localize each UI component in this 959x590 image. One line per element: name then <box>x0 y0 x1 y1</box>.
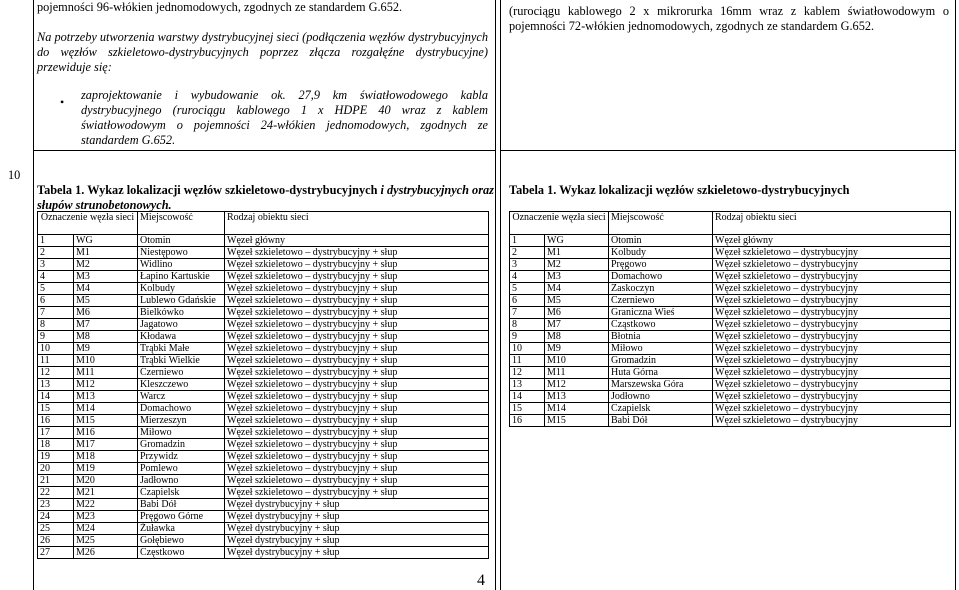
row-number: 3 <box>38 259 74 271</box>
frame-line-right <box>955 0 956 590</box>
table-row <box>38 523 489 535</box>
node-id: M4 <box>74 283 138 295</box>
row-number: 14 <box>510 391 545 403</box>
row-number: 5 <box>510 283 545 295</box>
header-object-type: Rodzaj obiektu sieci <box>713 212 951 235</box>
table-row <box>510 367 951 379</box>
locality: Miłowo <box>609 343 713 355</box>
object-type: Węzeł szkieletowo – dystrybucyjny + słup <box>225 283 489 295</box>
locality: Kłodawa <box>138 331 225 343</box>
row-number: 19 <box>38 451 74 463</box>
table-row <box>510 415 951 427</box>
locality: Trąbki Wielkie <box>138 355 225 367</box>
table-row <box>510 403 951 415</box>
table-row <box>510 343 951 355</box>
left-top-line: pojemności 96-włókien jednomodowych, zgodnych ze standardem G.652. <box>37 0 403 14</box>
locality: Czapielsk <box>138 487 225 499</box>
object-type: Węzeł szkieletowo – dystrybucyjny + słup <box>225 367 489 379</box>
object-type: Węzeł szkieletowo – dystrybucyjny + słup <box>225 355 489 367</box>
frame-line-center-right <box>500 0 501 590</box>
node-id: M8 <box>545 331 609 343</box>
node-id: M16 <box>74 427 138 439</box>
left-table-caption-bold: Tabela 1. Wykaz lokalizacji węzłów szkieletowo-dystrybucyjnych <box>37 183 381 197</box>
node-id: M19 <box>74 463 138 475</box>
table-row <box>510 259 951 271</box>
right-locations-table <box>509 211 951 427</box>
object-type: Węzeł dystrybucyjny + słup <box>225 511 489 523</box>
node-id: M12 <box>74 379 138 391</box>
object-type: Węzeł dystrybucyjny + słup <box>225 523 489 535</box>
locality: Domachowo <box>609 271 713 283</box>
table-row <box>38 451 489 463</box>
header-locality: Miejscowość <box>138 212 225 235</box>
row-number: 23 <box>38 499 74 511</box>
table-row <box>510 307 951 319</box>
row-number: 7 <box>510 307 545 319</box>
node-id: M20 <box>74 475 138 487</box>
locality: Jodłowno <box>609 391 713 403</box>
row-number: 11 <box>38 355 74 367</box>
row-number: 1 <box>510 235 545 247</box>
row-number: 8 <box>510 319 545 331</box>
locality: Babi Dół <box>138 499 225 511</box>
locality: Gołębiewo <box>138 535 225 547</box>
object-type: Węzeł szkieletowo – dystrybucyjny + słup <box>225 295 489 307</box>
locality: Częstkowo <box>138 547 225 559</box>
row-number: 26 <box>38 535 74 547</box>
row-number: 15 <box>510 403 545 415</box>
locality: Kolbudy <box>609 247 713 259</box>
object-type: Węzeł szkieletowo – dystrybucyjny + słup <box>225 247 489 259</box>
locality: Huta Górna <box>609 367 713 379</box>
row-number: 9 <box>38 331 74 343</box>
object-type: Węzeł szkieletowo – dystrybucyjny <box>713 295 951 307</box>
table-row <box>38 511 489 523</box>
table-row <box>510 295 951 307</box>
table-row <box>510 235 951 247</box>
table-row <box>510 331 951 343</box>
table-row <box>38 307 489 319</box>
object-type: Węzeł główny <box>225 235 489 247</box>
locality: Pręgowo <box>609 259 713 271</box>
object-type: Węzeł szkieletowo – dystrybucyjny <box>713 247 951 259</box>
row-number: 25 <box>38 523 74 535</box>
row-number: 6 <box>38 295 74 307</box>
node-id: M4 <box>545 283 609 295</box>
row-number: 16 <box>38 415 74 427</box>
locality: Pręgowo Górne <box>138 511 225 523</box>
table-row <box>38 547 489 559</box>
row-number: 8 <box>38 319 74 331</box>
locality: Domachowo <box>138 403 225 415</box>
object-type: Węzeł dystrybucyjny + słup <box>225 535 489 547</box>
object-type: Węzeł szkieletowo – dystrybucyjny <box>713 319 951 331</box>
node-id: M7 <box>74 319 138 331</box>
object-type: Węzeł szkieletowo – dystrybucyjny + słup <box>225 475 489 487</box>
row-number: 22 <box>38 487 74 499</box>
locality: Gromadzin <box>138 439 225 451</box>
locality: Otomin <box>138 235 225 247</box>
locality: Cząstkowo <box>609 319 713 331</box>
node-id: WG <box>74 235 138 247</box>
table-row <box>38 379 489 391</box>
node-id: M18 <box>74 451 138 463</box>
header-locality: Miejscowość <box>609 212 713 235</box>
table-row <box>510 247 951 259</box>
object-type: Węzeł szkieletowo – dystrybucyjny <box>713 379 951 391</box>
table-row <box>38 475 489 487</box>
right-table-body <box>510 212 951 427</box>
page-number: 4 <box>477 572 485 589</box>
node-id: M12 <box>545 379 609 391</box>
node-id: M3 <box>545 271 609 283</box>
node-id: M25 <box>74 535 138 547</box>
node-id: M6 <box>74 307 138 319</box>
table-row <box>38 331 489 343</box>
row-number: 11 <box>510 355 545 367</box>
table-row <box>38 499 489 511</box>
object-type: Węzeł szkieletowo – dystrybucyjny + słup <box>225 331 489 343</box>
table-row <box>38 403 489 415</box>
locality: Bielkówko <box>138 307 225 319</box>
node-id: M5 <box>74 295 138 307</box>
bullet-dot: • <box>60 95 65 109</box>
node-id: M8 <box>74 331 138 343</box>
node-id: M23 <box>74 511 138 523</box>
node-id: M2 <box>74 259 138 271</box>
margin-number: 10 <box>8 168 21 182</box>
node-id: M10 <box>74 355 138 367</box>
frame-line-left <box>33 0 34 590</box>
left-intro-paragraph: Na potrzeby utworzenia warstwy dystrybucyjnej sieci (podłączenia węzłów dystrybucyjnych do węzłów szkieletowo-dystrybucyjnych poprzez złącza rozgałęźne dystrybucyjne) przewiduje się: <box>37 30 488 74</box>
object-type: Węzeł dystrybucyjny + słup <box>225 547 489 559</box>
object-type: Węzeł szkieletowo – dystrybucyjny <box>713 367 951 379</box>
node-id: M9 <box>545 343 609 355</box>
table-row <box>38 415 489 427</box>
locality: Czapielsk <box>609 403 713 415</box>
table-row <box>510 391 951 403</box>
row-number: 12 <box>510 367 545 379</box>
node-id: WG <box>545 235 609 247</box>
right-table-caption: Tabela 1. Wykaz lokalizacji węzłów szkieletowo-dystrybucyjnych <box>509 183 850 197</box>
object-type: Węzeł szkieletowo – dystrybucyjny <box>713 271 951 283</box>
locality: Mierzeszyn <box>138 415 225 427</box>
object-type: Węzeł szkieletowo – dystrybucyjny + słup <box>225 391 489 403</box>
locality: Kleszczewo <box>138 379 225 391</box>
object-type: Węzeł szkieletowo – dystrybucyjny + słup <box>225 427 489 439</box>
locality: Czerniewo <box>609 295 713 307</box>
left-table-caption-italic: i dystrybucyjnych oraz słupów strunobetonowych. <box>37 183 494 212</box>
table-row <box>38 355 489 367</box>
object-type: Węzeł szkieletowo – dystrybucyjny <box>713 403 951 415</box>
locality: Graniczna Wieś <box>609 307 713 319</box>
row-number: 16 <box>510 415 545 427</box>
node-id: M22 <box>74 499 138 511</box>
row-number: 9 <box>510 331 545 343</box>
table-row <box>38 427 489 439</box>
object-type: Węzeł szkieletowo – dystrybucyjny + słup <box>225 403 489 415</box>
left-table-body <box>38 212 489 559</box>
header-node-id: Oznaczenie węzła sieci <box>510 212 609 235</box>
table-header-row <box>38 212 489 235</box>
object-type: Węzeł szkieletowo – dystrybucyjny <box>713 283 951 295</box>
locality: Błotnia <box>609 331 713 343</box>
row-number: 2 <box>38 247 74 259</box>
table-row <box>510 319 951 331</box>
object-type: Węzeł szkieletowo – dystrybucyjny <box>713 415 951 427</box>
table-row <box>38 439 489 451</box>
object-type: Węzeł szkieletowo – dystrybucyjny + słup <box>225 451 489 463</box>
table-row <box>510 283 951 295</box>
header-node-id: Oznaczenie węzła sieci <box>38 212 138 235</box>
node-id: M11 <box>545 367 609 379</box>
node-id: M6 <box>545 307 609 319</box>
node-id: M2 <box>545 259 609 271</box>
table-row <box>38 295 489 307</box>
row-number: 10 <box>510 343 545 355</box>
locality: Łapino Kartuskie <box>138 271 225 283</box>
locality: Otomin <box>609 235 713 247</box>
locality: Kolbudy <box>138 283 225 295</box>
locality: Jadłowno <box>138 475 225 487</box>
node-id: M13 <box>545 391 609 403</box>
locality: Czerniewo <box>138 367 225 379</box>
table-header-row <box>510 212 951 235</box>
row-number: 14 <box>38 391 74 403</box>
row-number: 4 <box>38 271 74 283</box>
frame-line-top-left <box>33 150 496 151</box>
row-number: 21 <box>38 475 74 487</box>
table-row <box>38 319 489 331</box>
table-row <box>38 235 489 247</box>
node-id: M9 <box>74 343 138 355</box>
node-id: M21 <box>74 487 138 499</box>
table-row <box>510 271 951 283</box>
object-type: Węzeł szkieletowo – dystrybucyjny <box>713 331 951 343</box>
object-type: Węzeł szkieletowo – dystrybucyjny <box>713 343 951 355</box>
object-type: Węzeł szkieletowo – dystrybucyjny + słup <box>225 319 489 331</box>
table-row <box>38 343 489 355</box>
node-id: M7 <box>545 319 609 331</box>
node-id: M10 <box>545 355 609 367</box>
locality: Zaskoczyn <box>609 283 713 295</box>
locality: Marszewska Góra <box>609 379 713 391</box>
node-id: M24 <box>74 523 138 535</box>
row-number: 2 <box>510 247 545 259</box>
table-row <box>38 487 489 499</box>
object-type: Węzeł szkieletowo – dystrybucyjny <box>713 259 951 271</box>
object-type: Węzeł szkieletowo – dystrybucyjny <box>713 355 951 367</box>
node-id: M11 <box>74 367 138 379</box>
object-type: Węzeł szkieletowo – dystrybucyjny <box>713 391 951 403</box>
row-number: 13 <box>38 379 74 391</box>
locality: Jagatowo <box>138 319 225 331</box>
node-id: M1 <box>74 247 138 259</box>
row-number: 3 <box>510 259 545 271</box>
locality: Żuławka <box>138 523 225 535</box>
node-id: M26 <box>74 547 138 559</box>
object-type: Węzeł szkieletowo – dystrybucyjny <box>713 307 951 319</box>
table-row <box>510 379 951 391</box>
left-bullet-text: zaprojektowanie i wybudowanie ok. 27,9 km światłowodowego kabla dystrybucyjnego (rurociągu kablowego 1 x HDPE 40 wraz z kablem światłowodowym o pojemności 24-włókien jednomodowych, zgodnych ze standardem G.652. <box>81 88 488 147</box>
object-type: Węzeł szkieletowo – dystrybucyjny + słup <box>225 487 489 499</box>
row-number: 12 <box>38 367 74 379</box>
node-id: M14 <box>545 403 609 415</box>
row-number: 6 <box>510 295 545 307</box>
left-table-caption <box>37 183 495 213</box>
locality: Gromadzin <box>609 355 713 367</box>
row-number: 17 <box>38 427 74 439</box>
frame-line-top-right <box>500 150 956 151</box>
table-row <box>38 367 489 379</box>
table-row <box>38 535 489 547</box>
table-row <box>38 271 489 283</box>
object-type: Węzeł szkieletowo – dystrybucyjny + słup <box>225 439 489 451</box>
node-id: M3 <box>74 271 138 283</box>
right-top-paragraph: (rurociągu kablowego 2 x mikrorurka 16mm wraz z kablem światłowodowym o pojemności 72-włókien jednomodowych, zgodnych ze standardem G.652. <box>509 4 949 33</box>
node-id: M13 <box>74 391 138 403</box>
object-type: Węzeł szkieletowo – dystrybucyjny + słup <box>225 271 489 283</box>
left-locations-table <box>37 211 489 559</box>
node-id: M1 <box>545 247 609 259</box>
object-type: Węzeł szkieletowo – dystrybucyjny + słup <box>225 379 489 391</box>
row-number: 13 <box>510 379 545 391</box>
object-type: Węzeł szkieletowo – dystrybucyjny + słup <box>225 307 489 319</box>
table-row <box>510 355 951 367</box>
row-number: 4 <box>510 271 545 283</box>
row-number: 24 <box>38 511 74 523</box>
object-type: Węzeł szkieletowo – dystrybucyjny + słup <box>225 259 489 271</box>
locality: Lublewo Gdańskie <box>138 295 225 307</box>
row-number: 15 <box>38 403 74 415</box>
locality: Trąbki Małe <box>138 343 225 355</box>
object-type: Węzeł szkieletowo – dystrybucyjny + słup <box>225 343 489 355</box>
row-number: 5 <box>38 283 74 295</box>
row-number: 18 <box>38 439 74 451</box>
locality: Warcz <box>138 391 225 403</box>
row-number: 1 <box>38 235 74 247</box>
locality: Niestępowo <box>138 247 225 259</box>
row-number: 7 <box>38 307 74 319</box>
object-type: Węzeł szkieletowo – dystrybucyjny + słup <box>225 463 489 475</box>
node-id: M17 <box>74 439 138 451</box>
table-row <box>38 247 489 259</box>
node-id: M5 <box>545 295 609 307</box>
header-object-type: Rodzaj obiektu sieci <box>225 212 489 235</box>
table-row <box>38 259 489 271</box>
node-id: M15 <box>74 415 138 427</box>
locality: Babi Dół <box>609 415 713 427</box>
row-number: 10 <box>38 343 74 355</box>
node-id: M15 <box>545 415 609 427</box>
locality: Miłowo <box>138 427 225 439</box>
table-row <box>38 283 489 295</box>
frame-line-center-left <box>495 0 496 590</box>
row-number: 20 <box>38 463 74 475</box>
table-row <box>38 463 489 475</box>
object-type: Węzeł dystrybucyjny + słup <box>225 499 489 511</box>
locality: Widlino <box>138 259 225 271</box>
row-number: 27 <box>38 547 74 559</box>
locality: Pomlewo <box>138 463 225 475</box>
object-type: Węzeł szkieletowo – dystrybucyjny + słup <box>225 415 489 427</box>
node-id: M14 <box>74 403 138 415</box>
table-row <box>38 391 489 403</box>
locality: Przywidz <box>138 451 225 463</box>
object-type: Węzeł główny <box>713 235 951 247</box>
